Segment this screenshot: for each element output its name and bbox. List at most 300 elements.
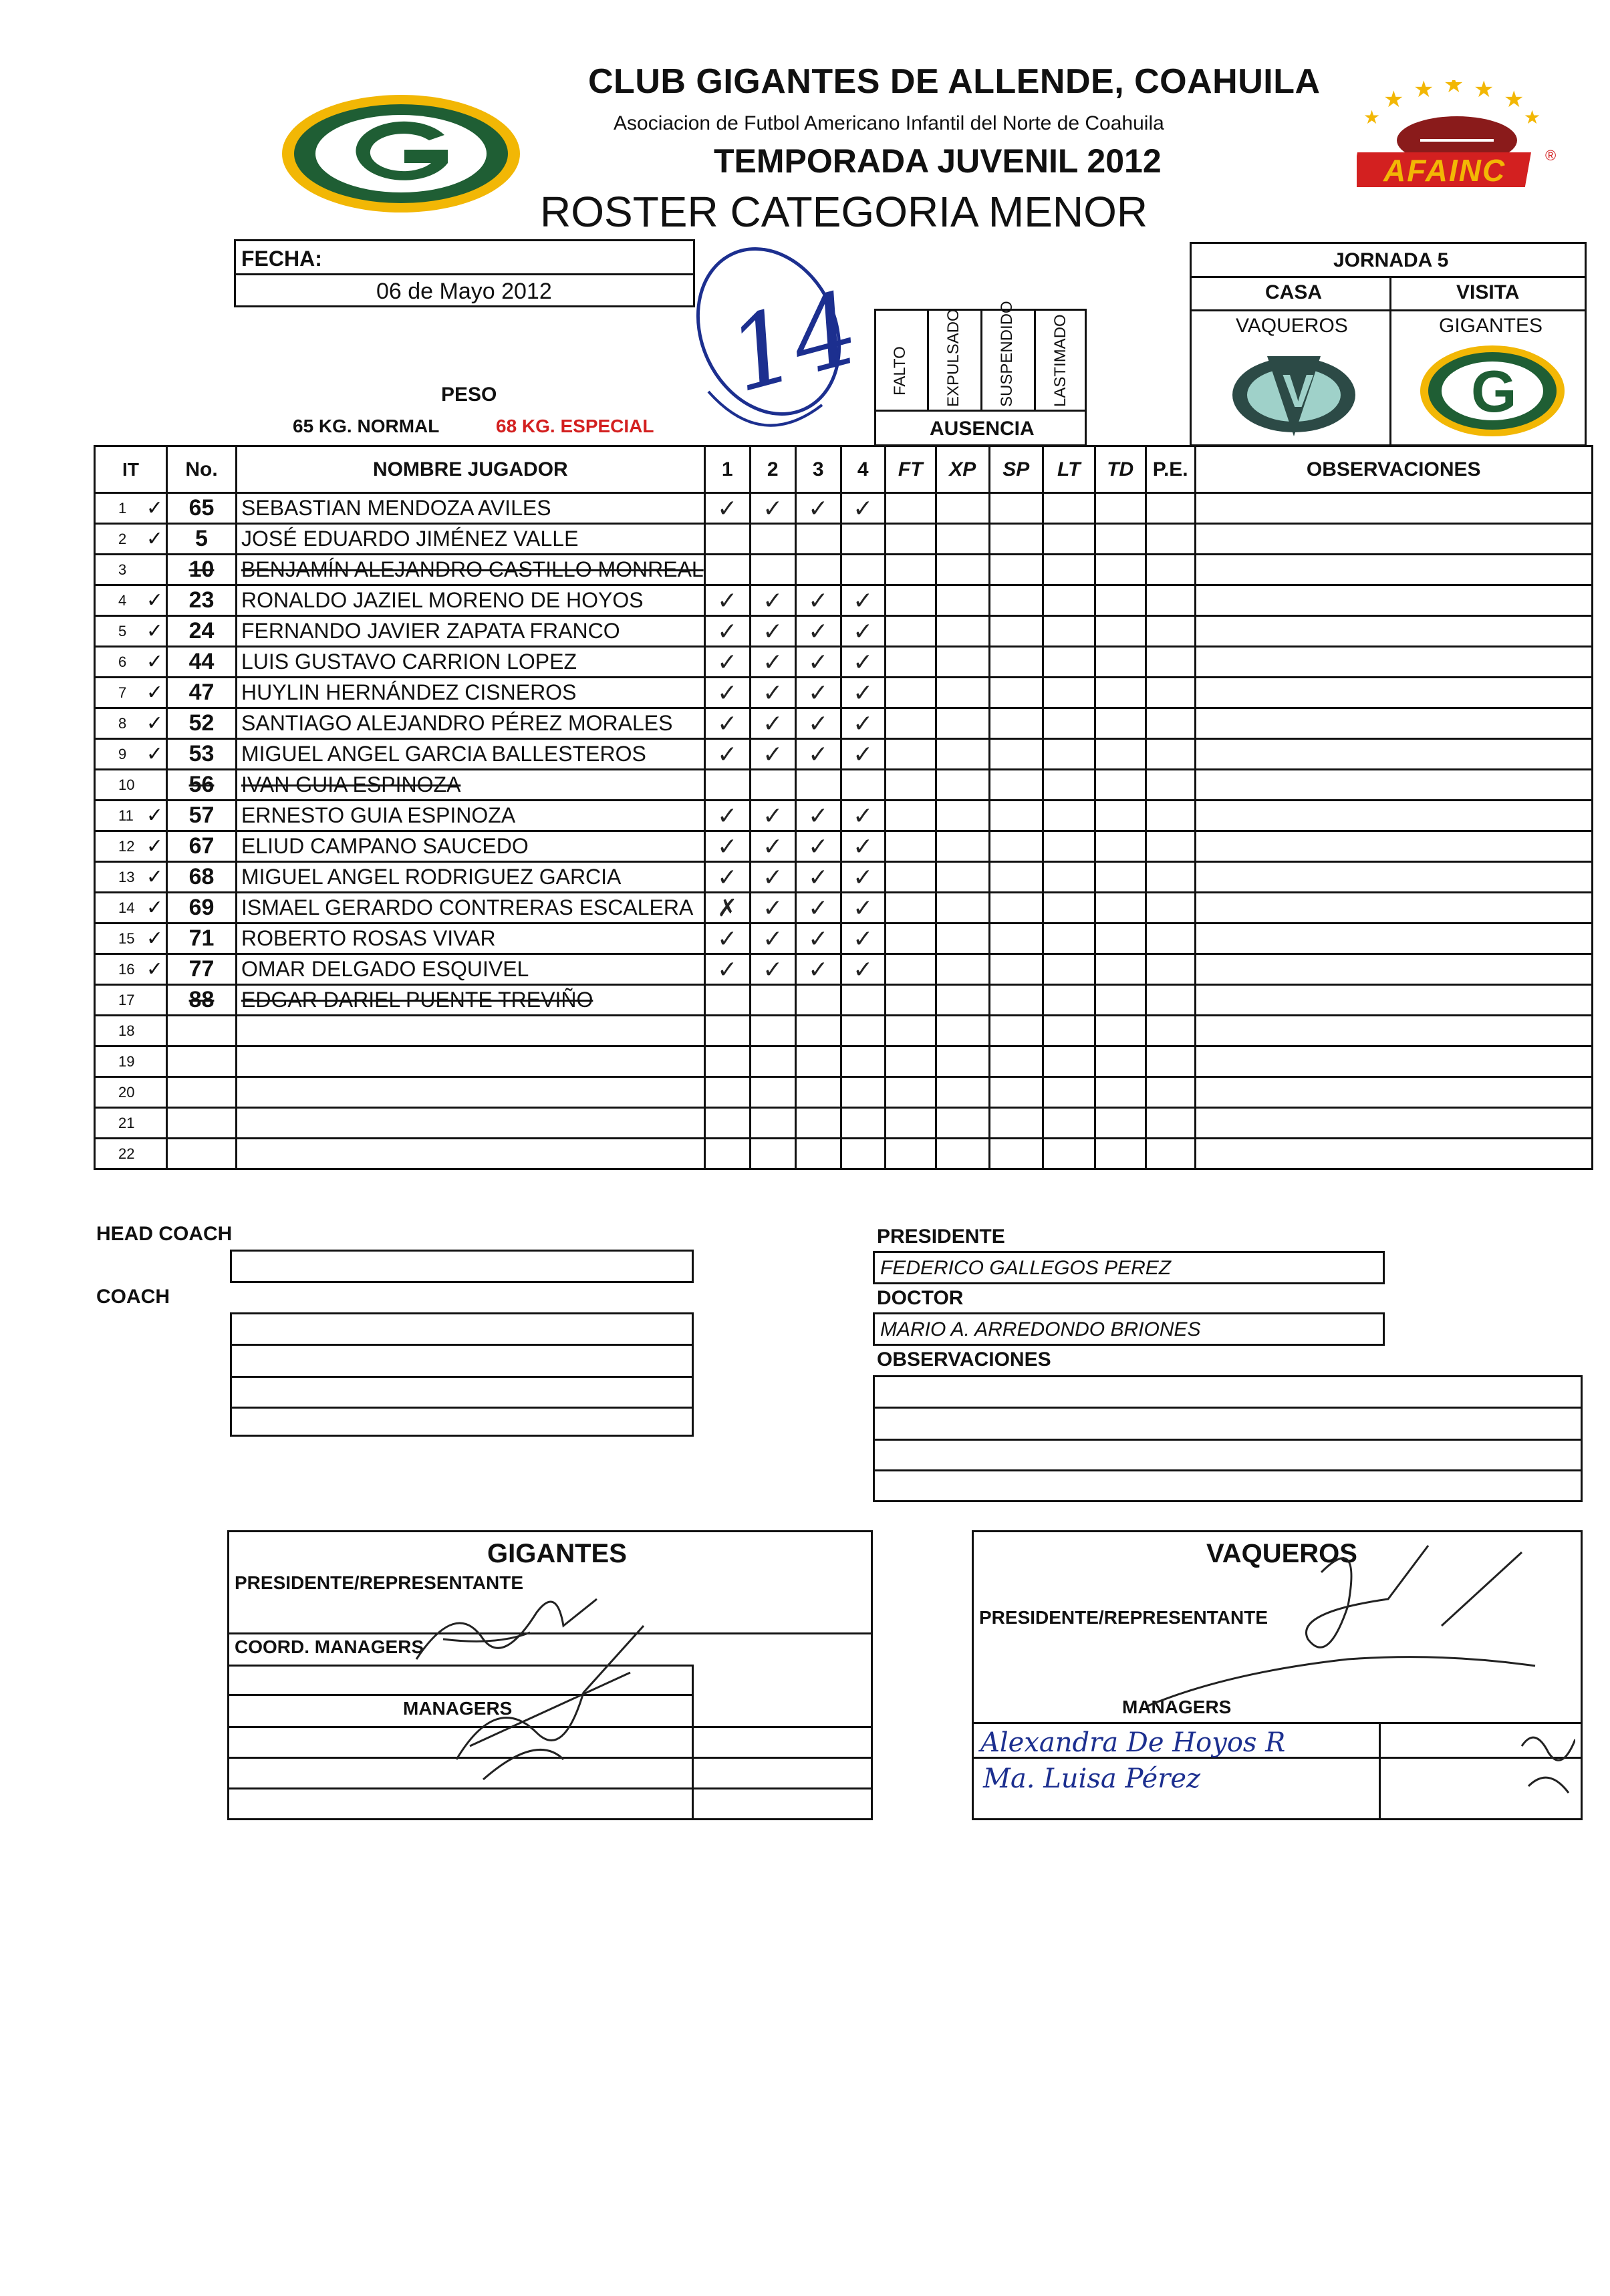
row-observaciones[interactable] bbox=[1195, 1139, 1592, 1169]
row-quarter-1[interactable]: ✓ bbox=[704, 801, 750, 831]
row-pe[interactable] bbox=[1146, 954, 1195, 985]
row-pe[interactable] bbox=[1146, 1139, 1195, 1169]
row-quarter-3[interactable] bbox=[795, 1139, 841, 1169]
head-coach-field[interactable] bbox=[230, 1250, 694, 1283]
row-player-name[interactable] bbox=[237, 954, 705, 985]
row-player-name[interactable] bbox=[237, 647, 705, 678]
row-xp[interactable] bbox=[936, 739, 989, 770]
row-player-name[interactable] bbox=[237, 1077, 705, 1108]
row-observaciones[interactable] bbox=[1195, 862, 1592, 893]
row-sp[interactable] bbox=[989, 831, 1043, 862]
row-pe[interactable] bbox=[1146, 985, 1195, 1016]
jornada-title: JORNADA 5 bbox=[1333, 249, 1449, 271]
row-lt[interactable] bbox=[1043, 1046, 1095, 1077]
row-xp[interactable] bbox=[936, 893, 989, 923]
row-ft[interactable] bbox=[885, 524, 936, 555]
row-td[interactable] bbox=[1095, 739, 1146, 770]
row-quarter-1[interactable]: ✓ bbox=[704, 862, 750, 893]
row-quarter-1[interactable]: ✓ bbox=[704, 954, 750, 985]
row-quarter-3[interactable]: ✓ bbox=[795, 893, 841, 923]
coach-field[interactable] bbox=[230, 1312, 694, 1437]
row-xp[interactable] bbox=[936, 555, 989, 585]
row-quarter-1[interactable] bbox=[704, 1046, 750, 1077]
row-quarter-2[interactable]: ✓ bbox=[750, 831, 795, 862]
row-lt[interactable] bbox=[1043, 801, 1095, 831]
row-sp[interactable] bbox=[989, 923, 1043, 954]
row-pe[interactable] bbox=[1146, 739, 1195, 770]
row-quarter-1[interactable]: ✓ bbox=[704, 923, 750, 954]
row-sp[interactable] bbox=[989, 647, 1043, 678]
row-pe[interactable] bbox=[1146, 1016, 1195, 1046]
row-number[interactable] bbox=[167, 831, 237, 862]
row-sp[interactable] bbox=[989, 1077, 1043, 1108]
row-sp[interactable] bbox=[989, 770, 1043, 801]
row-lt[interactable] bbox=[1043, 770, 1095, 801]
row-td[interactable] bbox=[1095, 954, 1146, 985]
row-pe[interactable] bbox=[1146, 1108, 1195, 1139]
row-ft[interactable] bbox=[885, 1046, 936, 1077]
row-xp[interactable] bbox=[936, 770, 989, 801]
row-quarter-2[interactable]: ✓ bbox=[750, 801, 795, 831]
row-quarter-3[interactable] bbox=[795, 1077, 841, 1108]
row-quarter-4[interactable]: ✓ bbox=[841, 862, 885, 893]
row-quarter-1[interactable]: ✓ bbox=[704, 678, 750, 708]
row-quarter-1[interactable]: ✓ bbox=[704, 831, 750, 862]
row-number[interactable] bbox=[167, 555, 237, 585]
row-quarter-3[interactable]: ✓ bbox=[795, 801, 841, 831]
table-row bbox=[95, 708, 1593, 739]
row-pe[interactable] bbox=[1146, 585, 1195, 616]
row-quarter-2[interactable] bbox=[750, 770, 795, 801]
row-sp[interactable] bbox=[989, 616, 1043, 647]
row-quarter-4[interactable] bbox=[841, 1046, 885, 1077]
row-td[interactable] bbox=[1095, 616, 1146, 647]
row-td[interactable] bbox=[1095, 1046, 1146, 1077]
row-lt[interactable] bbox=[1043, 862, 1095, 893]
row-lt[interactable] bbox=[1043, 1139, 1095, 1169]
row-td[interactable] bbox=[1095, 1108, 1146, 1139]
row-ft[interactable] bbox=[885, 923, 936, 954]
row-pe[interactable] bbox=[1146, 493, 1195, 524]
row-quarter-4[interactable]: ✓ bbox=[841, 801, 885, 831]
row-lt[interactable] bbox=[1043, 1077, 1095, 1108]
row-number[interactable] bbox=[167, 954, 237, 985]
row-number[interactable] bbox=[167, 1016, 237, 1046]
row-number[interactable] bbox=[167, 1139, 237, 1169]
row-number[interactable] bbox=[167, 647, 237, 678]
row-quarter-1[interactable]: ✓ bbox=[704, 708, 750, 739]
row-quarter-4[interactable] bbox=[841, 524, 885, 555]
row-number[interactable] bbox=[167, 708, 237, 739]
row-quarter-1[interactable]: ✓ bbox=[704, 739, 750, 770]
row-quarter-1[interactable] bbox=[704, 524, 750, 555]
row-ft[interactable] bbox=[885, 493, 936, 524]
row-sp[interactable] bbox=[989, 585, 1043, 616]
row-sp[interactable] bbox=[989, 493, 1043, 524]
row-number[interactable] bbox=[167, 893, 237, 923]
row-lt[interactable] bbox=[1043, 739, 1095, 770]
row-lt[interactable] bbox=[1043, 954, 1095, 985]
row-xp[interactable] bbox=[936, 524, 989, 555]
observaciones-field[interactable] bbox=[873, 1375, 1583, 1502]
row-sp[interactable] bbox=[989, 954, 1043, 985]
row-number[interactable] bbox=[167, 493, 237, 524]
row-quarter-3[interactable]: ✓ bbox=[795, 954, 841, 985]
row-pe[interactable] bbox=[1146, 770, 1195, 801]
row-number-value: 47 bbox=[188, 680, 215, 705]
row-quarter-4[interactable]: ✓ bbox=[841, 616, 885, 647]
row-pe[interactable] bbox=[1146, 678, 1195, 708]
row-number[interactable] bbox=[167, 1108, 237, 1139]
row-quarter-2[interactable]: ✓ bbox=[750, 647, 795, 678]
row-sp[interactable] bbox=[989, 555, 1043, 585]
row-ft[interactable] bbox=[885, 831, 936, 862]
row-observaciones[interactable] bbox=[1195, 831, 1592, 862]
row-quarter-4[interactable]: ✓ bbox=[841, 954, 885, 985]
row-ft[interactable] bbox=[885, 770, 936, 801]
row-xp[interactable] bbox=[936, 616, 989, 647]
row-lt[interactable] bbox=[1043, 708, 1095, 739]
row-player-name[interactable] bbox=[237, 770, 705, 801]
row-player-name[interactable] bbox=[237, 923, 705, 954]
row-quarter-4[interactable] bbox=[841, 985, 885, 1016]
row-pe[interactable] bbox=[1146, 801, 1195, 831]
row-number[interactable] bbox=[167, 585, 237, 616]
row-ft[interactable] bbox=[885, 678, 936, 708]
row-observaciones[interactable] bbox=[1195, 770, 1592, 801]
row-number[interactable] bbox=[167, 985, 237, 1016]
row-quarter-2[interactable] bbox=[750, 1139, 795, 1169]
row-quarter-2[interactable] bbox=[750, 1108, 795, 1139]
row-quarter-1[interactable] bbox=[704, 1108, 750, 1139]
row-quarter-1[interactable] bbox=[704, 1077, 750, 1108]
row-sp[interactable] bbox=[989, 1016, 1043, 1046]
fecha-value[interactable]: 06 de Mayo 2012 bbox=[376, 279, 552, 304]
row-observaciones[interactable] bbox=[1195, 616, 1592, 647]
row-xp[interactable] bbox=[936, 493, 989, 524]
row-sp[interactable] bbox=[989, 708, 1043, 739]
row-player-name[interactable] bbox=[237, 862, 705, 893]
row-quarter-2[interactable]: ✓ bbox=[750, 954, 795, 985]
row-quarter-2[interactable] bbox=[750, 1046, 795, 1077]
row-xp[interactable] bbox=[936, 831, 989, 862]
row-ft[interactable] bbox=[885, 585, 936, 616]
row-xp[interactable] bbox=[936, 585, 989, 616]
row-number[interactable] bbox=[167, 524, 237, 555]
row-observaciones[interactable] bbox=[1195, 985, 1592, 1016]
row-player-name[interactable] bbox=[237, 524, 705, 555]
row-it-number: 13 bbox=[118, 868, 135, 885]
row-xp[interactable] bbox=[936, 1016, 989, 1046]
row-quarter-1[interactable]: ✓ bbox=[704, 493, 750, 524]
row-quarter-4[interactable]: ✓ bbox=[841, 831, 885, 862]
row-quarter-2[interactable]: ✓ bbox=[750, 616, 795, 647]
row-pe[interactable] bbox=[1146, 647, 1195, 678]
row-number[interactable] bbox=[167, 739, 237, 770]
row-xp[interactable] bbox=[936, 708, 989, 739]
row-ft[interactable] bbox=[885, 862, 936, 893]
row-xp[interactable] bbox=[936, 678, 989, 708]
row-ft[interactable] bbox=[885, 1077, 936, 1108]
row-td[interactable] bbox=[1095, 555, 1146, 585]
row-lt[interactable] bbox=[1043, 616, 1095, 647]
row-observaciones[interactable] bbox=[1195, 708, 1592, 739]
row-pe[interactable] bbox=[1146, 862, 1195, 893]
row-quarter-4[interactable] bbox=[841, 1016, 885, 1046]
row-number[interactable] bbox=[167, 678, 237, 708]
row-quarter-3[interactable] bbox=[795, 1016, 841, 1046]
row-quarter-4[interactable] bbox=[841, 1108, 885, 1139]
row-ft[interactable] bbox=[885, 1139, 936, 1169]
row-observaciones[interactable] bbox=[1195, 678, 1592, 708]
row-ft[interactable] bbox=[885, 893, 936, 923]
row-player-name[interactable] bbox=[237, 1108, 705, 1139]
row-td[interactable] bbox=[1095, 647, 1146, 678]
row-sp[interactable] bbox=[989, 1046, 1043, 1077]
row-observaciones[interactable] bbox=[1195, 739, 1592, 770]
row-quarter-2[interactable]: ✓ bbox=[750, 739, 795, 770]
row-observaciones[interactable] bbox=[1195, 493, 1592, 524]
row-quarter-1[interactable] bbox=[704, 770, 750, 801]
row-observaciones[interactable] bbox=[1195, 923, 1592, 954]
row-player-name[interactable] bbox=[237, 831, 705, 862]
row-quarter-4[interactable]: ✓ bbox=[841, 493, 885, 524]
row-pe[interactable] bbox=[1146, 893, 1195, 923]
row-quarter-1[interactable] bbox=[704, 1139, 750, 1169]
row-quarter-4[interactable] bbox=[841, 555, 885, 585]
row-lt[interactable] bbox=[1043, 893, 1095, 923]
row-player-name[interactable] bbox=[237, 708, 705, 739]
row-pe[interactable] bbox=[1146, 1077, 1195, 1108]
row-pe[interactable] bbox=[1146, 708, 1195, 739]
row-td[interactable] bbox=[1095, 585, 1146, 616]
row-quarter-3[interactable]: ✓ bbox=[795, 862, 841, 893]
row-quarter-4[interactable] bbox=[841, 1077, 885, 1108]
row-number[interactable] bbox=[167, 862, 237, 893]
row-number[interactable] bbox=[167, 616, 237, 647]
row-sp[interactable] bbox=[989, 893, 1043, 923]
row-xp[interactable] bbox=[936, 862, 989, 893]
row-quarter-2[interactable]: ✓ bbox=[750, 893, 795, 923]
row-observaciones[interactable] bbox=[1195, 585, 1592, 616]
row-quarter-3[interactable]: ✓ bbox=[795, 493, 841, 524]
row-xp[interactable] bbox=[936, 1077, 989, 1108]
row-quarter-4[interactable]: ✓ bbox=[841, 708, 885, 739]
row-player-name[interactable] bbox=[237, 1046, 705, 1077]
row-quarter-2[interactable]: ✓ bbox=[750, 493, 795, 524]
row-observaciones[interactable] bbox=[1195, 647, 1592, 678]
row-observaciones[interactable] bbox=[1195, 524, 1592, 555]
row-quarter-2[interactable]: ✓ bbox=[750, 678, 795, 708]
row-quarter-2[interactable] bbox=[750, 1016, 795, 1046]
row-ft[interactable] bbox=[885, 985, 936, 1016]
row-player-name[interactable] bbox=[237, 555, 705, 585]
row-pe[interactable] bbox=[1146, 923, 1195, 954]
row-ft[interactable] bbox=[885, 616, 936, 647]
row-observaciones[interactable] bbox=[1195, 954, 1592, 985]
row-pe[interactable] bbox=[1146, 831, 1195, 862]
row-it bbox=[95, 1108, 167, 1139]
row-number[interactable] bbox=[167, 1077, 237, 1108]
row-observaciones[interactable] bbox=[1195, 801, 1592, 831]
row-td[interactable] bbox=[1095, 524, 1146, 555]
row-lt[interactable] bbox=[1043, 493, 1095, 524]
row-pe[interactable] bbox=[1146, 1046, 1195, 1077]
row-player-name[interactable] bbox=[237, 616, 705, 647]
row-quarter-2[interactable] bbox=[750, 985, 795, 1016]
row-xp[interactable] bbox=[936, 923, 989, 954]
row-number[interactable] bbox=[167, 801, 237, 831]
doctor-field[interactable] bbox=[873, 1312, 1385, 1346]
row-ft[interactable] bbox=[885, 954, 936, 985]
row-ft[interactable] bbox=[885, 647, 936, 678]
row-td[interactable] bbox=[1095, 708, 1146, 739]
row-xp[interactable] bbox=[936, 1046, 989, 1077]
row-ft[interactable] bbox=[885, 555, 936, 585]
row-quarter-3[interactable]: ✓ bbox=[795, 708, 841, 739]
row-lt[interactable] bbox=[1043, 678, 1095, 708]
row-lt[interactable] bbox=[1043, 923, 1095, 954]
row-quarter-2[interactable]: ✓ bbox=[750, 923, 795, 954]
row-quarter-2[interactable]: ✓ bbox=[750, 585, 795, 616]
row-quarter-2[interactable] bbox=[750, 1077, 795, 1108]
row-player-name[interactable] bbox=[237, 678, 705, 708]
row-quarter-1[interactable]: ✓ bbox=[704, 585, 750, 616]
row-player-name[interactable] bbox=[237, 1139, 705, 1169]
row-player-name[interactable] bbox=[237, 739, 705, 770]
row-pe[interactable] bbox=[1146, 524, 1195, 555]
row-lt[interactable] bbox=[1043, 1108, 1095, 1139]
row-quarter-3[interactable] bbox=[795, 524, 841, 555]
row-lt[interactable] bbox=[1043, 647, 1095, 678]
row-td[interactable] bbox=[1095, 1016, 1146, 1046]
row-sp[interactable] bbox=[989, 985, 1043, 1016]
row-quarter-3[interactable]: ✓ bbox=[795, 616, 841, 647]
row-quarter-4[interactable]: ✓ bbox=[841, 923, 885, 954]
row-observaciones[interactable] bbox=[1195, 1108, 1592, 1139]
row-quarter-3[interactable]: ✓ bbox=[795, 585, 841, 616]
row-ft[interactable] bbox=[885, 1108, 936, 1139]
row-sp[interactable] bbox=[989, 1139, 1043, 1169]
row-td[interactable] bbox=[1095, 493, 1146, 524]
row-td[interactable] bbox=[1095, 1077, 1146, 1108]
row-td[interactable] bbox=[1095, 862, 1146, 893]
row-player-name[interactable] bbox=[237, 493, 705, 524]
row-xp[interactable] bbox=[936, 985, 989, 1016]
row-sp[interactable] bbox=[989, 801, 1043, 831]
table-row bbox=[95, 862, 1593, 893]
row-number[interactable] bbox=[167, 1046, 237, 1077]
row-td[interactable] bbox=[1095, 893, 1146, 923]
row-sp[interactable] bbox=[989, 739, 1043, 770]
row-td[interactable] bbox=[1095, 923, 1146, 954]
row-pe[interactable] bbox=[1146, 616, 1195, 647]
row-quarter-4[interactable] bbox=[841, 770, 885, 801]
row-observaciones[interactable] bbox=[1195, 555, 1592, 585]
row-quarter-3[interactable]: ✓ bbox=[795, 739, 841, 770]
row-td[interactable] bbox=[1095, 1139, 1146, 1169]
row-quarter-2[interactable] bbox=[750, 524, 795, 555]
row-ft[interactable] bbox=[885, 708, 936, 739]
row-xp[interactable] bbox=[936, 1139, 989, 1169]
row-quarter-2[interactable]: ✓ bbox=[750, 708, 795, 739]
row-ft[interactable] bbox=[885, 1016, 936, 1046]
row-player-name[interactable] bbox=[237, 585, 705, 616]
row-xp[interactable] bbox=[936, 647, 989, 678]
presidente-field[interactable] bbox=[873, 1251, 1385, 1284]
row-sp[interactable] bbox=[989, 1108, 1043, 1139]
row-quarter-4[interactable]: ✓ bbox=[841, 678, 885, 708]
row-quarter-3[interactable] bbox=[795, 1108, 841, 1139]
row-xp[interactable] bbox=[936, 1108, 989, 1139]
row-number[interactable] bbox=[167, 923, 237, 954]
row-td[interactable] bbox=[1095, 678, 1146, 708]
row-sp[interactable] bbox=[989, 678, 1043, 708]
row-quarter-4[interactable]: ✓ bbox=[841, 739, 885, 770]
row-sp[interactable] bbox=[989, 862, 1043, 893]
row-quarter-3[interactable]: ✓ bbox=[795, 647, 841, 678]
row-lt[interactable] bbox=[1043, 585, 1095, 616]
row-quarter-1[interactable] bbox=[704, 1016, 750, 1046]
row-it bbox=[95, 585, 167, 616]
row-quarter-3[interactable]: ✓ bbox=[795, 923, 841, 954]
row-quarter-3[interactable] bbox=[795, 770, 841, 801]
row-quarter-1[interactable]: ✗ bbox=[704, 893, 750, 923]
row-quarter-1[interactable]: ✓ bbox=[704, 616, 750, 647]
row-quarter-3[interactable]: ✓ bbox=[795, 678, 841, 708]
row-td[interactable] bbox=[1095, 831, 1146, 862]
row-xp[interactable] bbox=[936, 801, 989, 831]
row-quarter-3[interactable]: ✓ bbox=[795, 831, 841, 862]
row-observaciones[interactable] bbox=[1195, 1016, 1592, 1046]
row-it-number: 11 bbox=[118, 807, 134, 824]
row-quarter-4[interactable]: ✓ bbox=[841, 893, 885, 923]
row-quarter-1[interactable] bbox=[704, 555, 750, 585]
row-player-name[interactable] bbox=[237, 985, 705, 1016]
row-td[interactable] bbox=[1095, 985, 1146, 1016]
row-quarter-4[interactable] bbox=[841, 1139, 885, 1169]
row-quarter-2[interactable] bbox=[750, 555, 795, 585]
row-xp[interactable] bbox=[936, 954, 989, 985]
row-observaciones[interactable] bbox=[1195, 1077, 1592, 1108]
row-quarter-1[interactable] bbox=[704, 985, 750, 1016]
row-lt[interactable] bbox=[1043, 555, 1095, 585]
row-quarter-2[interactable]: ✓ bbox=[750, 862, 795, 893]
row-player-name[interactable] bbox=[237, 1016, 705, 1046]
row-quarter-4[interactable]: ✓ bbox=[841, 647, 885, 678]
row-quarter-3[interactable] bbox=[795, 1046, 841, 1077]
row-observaciones[interactable] bbox=[1195, 1046, 1592, 1077]
row-quarter-3[interactable] bbox=[795, 985, 841, 1016]
row-observaciones[interactable] bbox=[1195, 893, 1592, 923]
row-ft[interactable] bbox=[885, 739, 936, 770]
row-td[interactable] bbox=[1095, 801, 1146, 831]
row-quarter-1[interactable]: ✓ bbox=[704, 647, 750, 678]
row-sp[interactable] bbox=[989, 524, 1043, 555]
row-td[interactable] bbox=[1095, 770, 1146, 801]
row-player-name[interactable] bbox=[237, 893, 705, 923]
row-quarter-3[interactable] bbox=[795, 555, 841, 585]
row-lt[interactable] bbox=[1043, 524, 1095, 555]
row-lt[interactable] bbox=[1043, 985, 1095, 1016]
row-player-name[interactable] bbox=[237, 801, 705, 831]
row-ft[interactable] bbox=[885, 801, 936, 831]
row-number[interactable] bbox=[167, 770, 237, 801]
row-lt[interactable] bbox=[1043, 831, 1095, 862]
row-quarter-4[interactable]: ✓ bbox=[841, 585, 885, 616]
row-pe[interactable] bbox=[1146, 555, 1195, 585]
row-lt[interactable] bbox=[1043, 1016, 1095, 1046]
